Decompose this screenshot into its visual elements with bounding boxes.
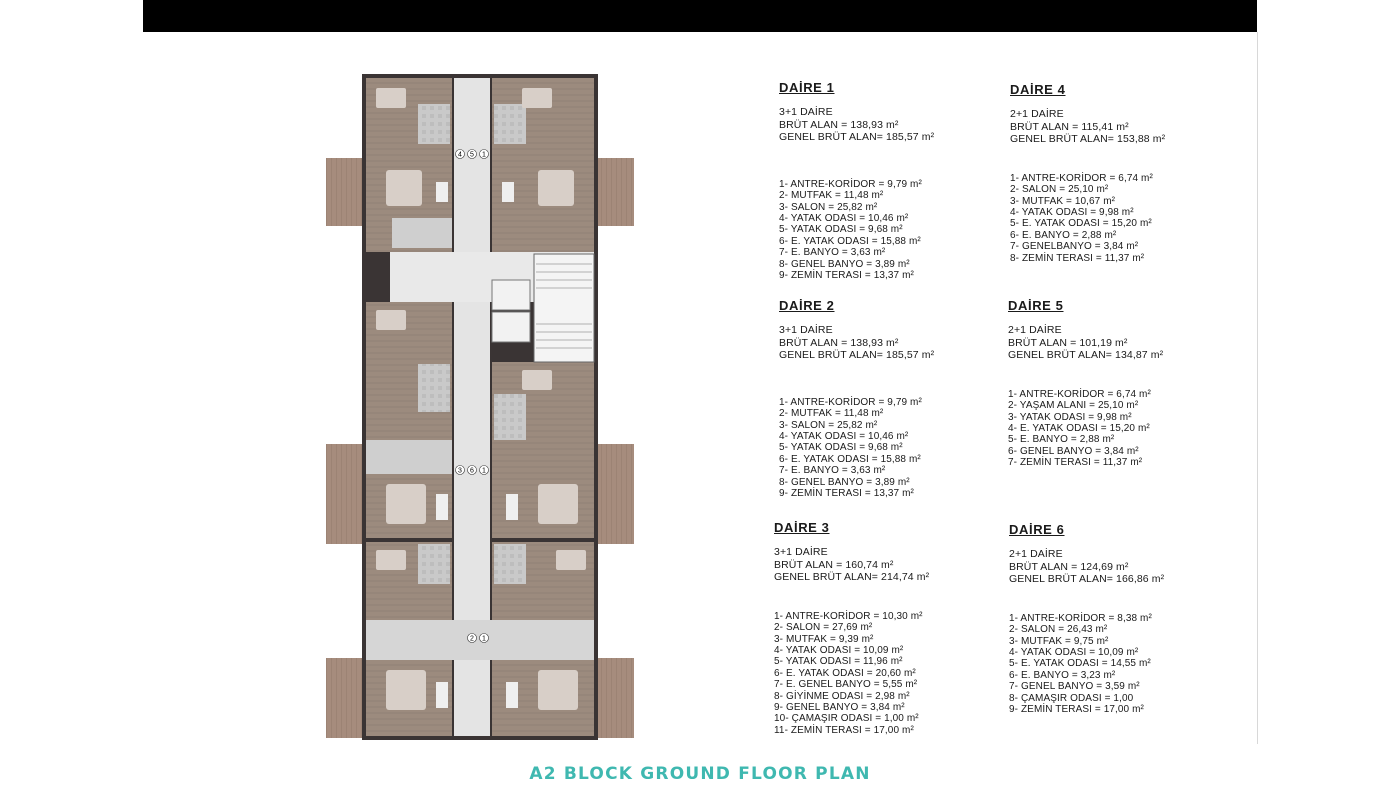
gross-area: BRÜT ALAN = 138,93 m²: [779, 336, 899, 349]
room-item: 7- GENEL BANYO = 3,59 m²: [1009, 681, 1140, 693]
room-item: 9- ZEMİN TERASI = 13,37 m²: [779, 270, 914, 282]
room-item: 4- E. YATAK ODASI = 15,20 m²: [1008, 423, 1150, 435]
room-item: 1- ANTRE-KORİDOR = 9,79 m²: [779, 396, 922, 408]
room-item: 10- ÇAMAŞIR ODASI = 1,00 m²: [774, 713, 919, 725]
plan-marker: 3: [458, 467, 462, 475]
bathroom: [494, 394, 526, 440]
apartment-title: DAİRE 5: [1008, 298, 1064, 313]
gross-area: BRÜT ALAN = 101,19 m²: [1008, 336, 1128, 349]
room-item: 6- GENEL BANYO = 3,84 m²: [1008, 445, 1139, 457]
apartment-type: 2+1 DAİRE: [1008, 324, 1062, 337]
elevator: [492, 280, 530, 310]
total-gross-area: GENEL BRÜT ALAN= 134,87 m²: [1008, 348, 1164, 361]
total-gross-area: GENEL BRÜT ALAN= 166,86 m²: [1009, 572, 1165, 585]
room-list: [774, 611, 929, 736]
bathroom: [418, 104, 450, 144]
room-item: 2- MUTFAK = 11,48 m²: [779, 408, 884, 420]
room-item: 5- E. YATAK ODASI = 14,55 m²: [1009, 658, 1151, 670]
apartment-title: DAİRE 3: [774, 520, 830, 535]
room-item: 8- ÇAMAŞIR ODASI = 1,00: [1009, 692, 1134, 704]
room-item: 3- YATAK ODASI = 9,98 m²: [1008, 411, 1132, 423]
room-item: 7- ZEMİN TERASI = 11,37 m²: [1008, 457, 1143, 469]
bathroom: [494, 104, 526, 144]
terrace: [598, 158, 634, 226]
gross-area: BRÜT ALAN = 160,74 m²: [774, 558, 894, 571]
room-item: 4- YATAK ODASI = 10,46 m²: [779, 431, 909, 443]
room-item: 1- ANTRE-KORİDOR = 10,30 m²: [774, 610, 923, 622]
kitchen: [366, 440, 452, 474]
room-item: 3- MUTFAK = 9,75 m²: [1009, 635, 1109, 647]
room-item: 4- YATAK ODASI = 10,46 m²: [779, 213, 909, 225]
apartment-type: 3+1 DAİRE: [779, 106, 833, 119]
room-item: 5- YATAK ODASI = 9,68 m²: [779, 224, 903, 236]
apartment-type: 3+1 DAİRE: [779, 324, 833, 337]
floor-plan-drawing: [326, 74, 636, 740]
room-item: 3- MUTFAK = 10,67 m²: [1010, 195, 1116, 207]
room-item: 1- ANTRE-KORİDOR = 6,74 m²: [1010, 172, 1153, 184]
terrace: [326, 444, 362, 544]
room-item: 2- YAŞAM ALANI = 25,10 m²: [1008, 400, 1139, 412]
plan-marker: 5: [470, 151, 474, 159]
plan-marker: 1: [482, 151, 486, 159]
room-item: 5- YATAK ODASI = 9,68 m²: [779, 442, 903, 454]
plan-marker: 1: [482, 467, 486, 475]
room-list: [1008, 389, 1163, 469]
plan-marker: 2: [470, 635, 474, 643]
room-item: 9- ZEMİN TERASI = 13,37 m²: [779, 488, 914, 500]
room-item: 8- GİYİNME ODASI = 2,98 m²: [774, 690, 910, 702]
gross-area: BRÜT ALAN = 115,41 m²: [1010, 120, 1129, 133]
room-item: 5- YATAK ODASI = 11,96 m²: [774, 656, 903, 668]
right-border-line: [1257, 32, 1258, 744]
room-list: [1010, 173, 1165, 264]
room-item: 7- GENELBANYO = 3,84 m²: [1010, 241, 1139, 253]
apartment-title: DAİRE 1: [779, 80, 835, 95]
terrace: [326, 158, 362, 226]
room-item: 8- GENEL BANYO = 3,89 m²: [779, 476, 910, 488]
room-item: 5- E. BANYO = 2,88 m²: [1008, 434, 1115, 446]
terrace: [598, 444, 634, 544]
room-item: 6- E. BANYO = 2,88 m²: [1010, 229, 1117, 241]
room-item: 3- MUTFAK = 9,39 m²: [774, 633, 874, 645]
room-item: 2- SALON = 26,43 m²: [1009, 624, 1108, 636]
room-item: 6- E. YATAK ODASI = 15,88 m²: [779, 453, 921, 465]
total-gross-area: GENEL BRÜT ALAN= 185,57 m²: [779, 348, 935, 361]
gross-area: BRÜT ALAN = 124,69 m²: [1009, 560, 1129, 573]
room-item: 8- ZEMİN TERASI = 11,37 m²: [1010, 252, 1145, 264]
apartment-info-daire-4: [1010, 84, 1165, 264]
gross-area: BRÜT ALAN = 138,93 m²: [779, 118, 899, 131]
room-item: 1- ANTRE-KORİDOR = 6,74 m²: [1008, 388, 1151, 400]
room-item: 9- ZEMİN TERASI = 17,00 m²: [1009, 704, 1144, 716]
room-item: 11- ZEMİN TERASI = 17,00 m²: [774, 724, 914, 736]
apartment-info-daire-5: [1008, 300, 1163, 469]
apartment-title: DAİRE 2: [779, 298, 835, 313]
room-item: 6- E. YATAK ODASI = 20,60 m²: [774, 667, 916, 679]
room-item: 7- E. BANYO = 3,63 m²: [779, 247, 886, 259]
room-item: 5- E. YATAK ODASI = 15,20 m²: [1010, 218, 1152, 230]
room-item: 1- ANTRE-KORİDOR = 9,79 m²: [779, 178, 922, 190]
room-item: 8- GENEL BANYO = 3,89 m²: [779, 258, 910, 270]
top-black-bar: [143, 0, 1257, 32]
plan-marker: 1: [482, 635, 486, 643]
terrace: [598, 658, 634, 738]
apartment-title: DAİRE 6: [1009, 522, 1065, 537]
room-item: 2- MUTFAK = 11,48 m²: [779, 190, 884, 202]
room-item: 7- E. GENEL BANYO = 5,55 m²: [774, 679, 918, 691]
apartment-info-daire-6: [1009, 524, 1164, 715]
apartment-info-daire-3: [774, 522, 929, 736]
total-gross-area: GENEL BRÜT ALAN= 153,88 m²: [1010, 132, 1166, 145]
plan-marker: 6: [470, 467, 474, 475]
room-item: 3- SALON = 25,82 m²: [779, 419, 878, 431]
room-item: 2- SALON = 25,10 m²: [1010, 184, 1109, 196]
room-item: 9- GENEL BANYO = 3,84 m²: [774, 702, 905, 714]
total-gross-area: GENEL BRÜT ALAN= 185,57 m²: [779, 130, 935, 143]
room-item: 4- YATAK ODASI = 10,09 m²: [774, 645, 904, 657]
bathroom: [418, 364, 450, 412]
room-list: [779, 179, 934, 282]
apartment-title: DAİRE 4: [1010, 82, 1066, 97]
apartment-type: 3+1 DAİRE: [774, 546, 828, 559]
apartment-info-daire-2: [779, 300, 934, 499]
stairwell: [534, 254, 594, 362]
room-item: 1- ANTRE-KORİDOR = 8,38 m²: [1009, 612, 1152, 624]
room-list: [779, 397, 934, 500]
room-item: 2- SALON = 27,69 m²: [774, 622, 873, 634]
room-item: 4- YATAK ODASI = 9,98 m²: [1010, 207, 1134, 219]
bathroom: [418, 544, 450, 584]
bathroom: [494, 544, 526, 584]
room-item: 6- E. YATAK ODASI = 15,88 m²: [779, 235, 921, 247]
plan-title: A2 BLOCK GROUND FLOOR PLAN: [529, 764, 871, 784]
terrace: [326, 658, 362, 738]
room-item: 7- E. BANYO = 3,63 m²: [779, 465, 886, 477]
total-gross-area: GENEL BRÜT ALAN= 214,74 m²: [774, 570, 930, 583]
room-item: 3- SALON = 25,82 m²: [779, 201, 878, 213]
apartment-type: 2+1 DAİRE: [1009, 548, 1063, 561]
apartment-type: 2+1 DAİRE: [1010, 108, 1064, 121]
plan-marker: 4: [458, 151, 462, 159]
kitchen: [392, 218, 452, 248]
room-item: 4- YATAK ODASI = 10,09 m²: [1009, 647, 1139, 659]
room-item: 6- E. BANYO = 3,23 m²: [1009, 669, 1116, 681]
room-list: [1009, 613, 1164, 716]
elevator: [492, 312, 530, 342]
apartment-info-daire-1: [779, 82, 934, 281]
